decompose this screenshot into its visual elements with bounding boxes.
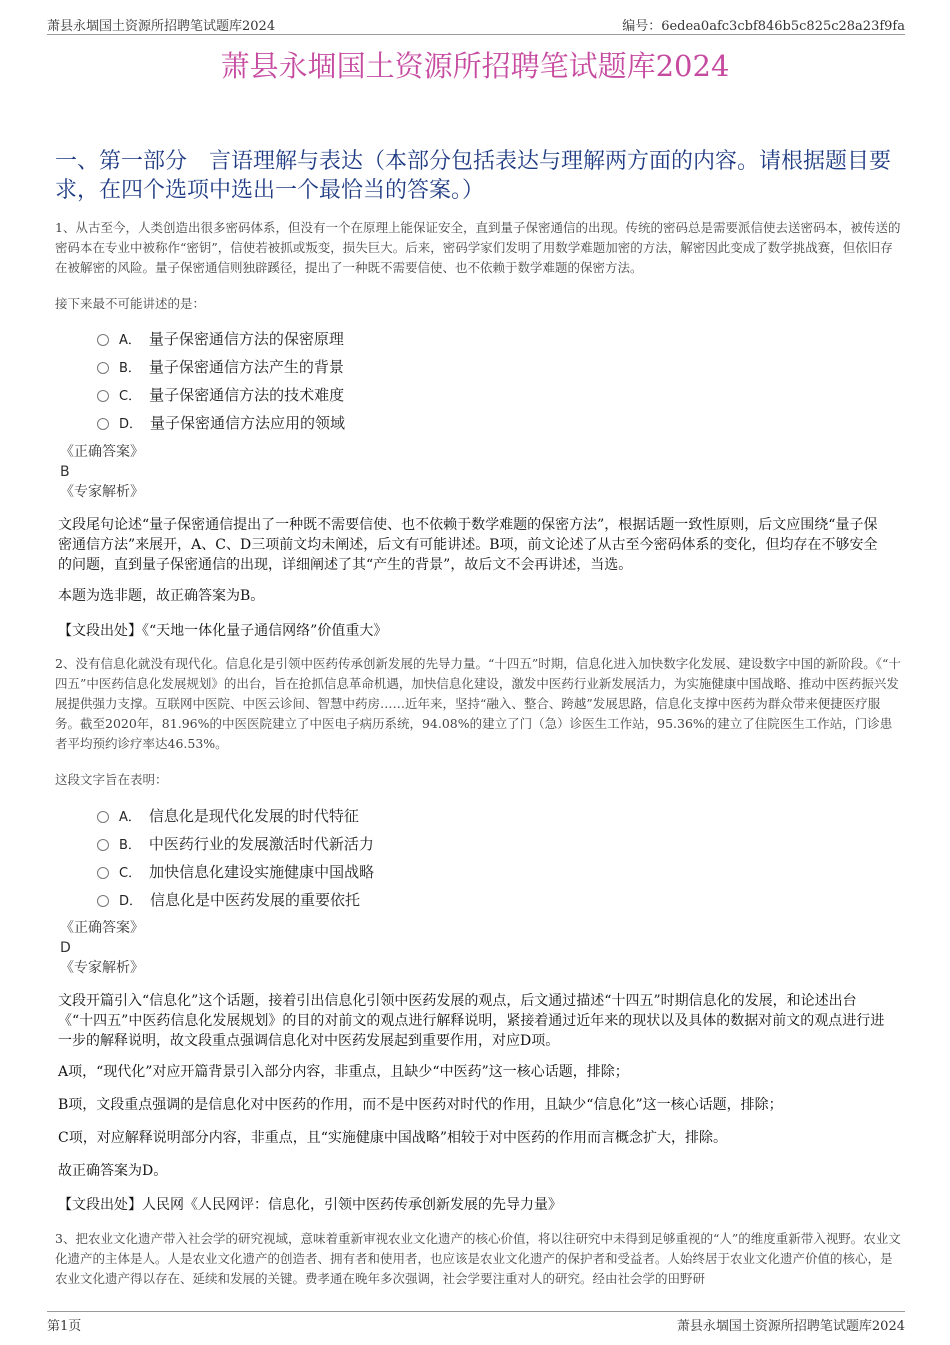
page-title: 萧县永堌国土资源所招聘笔试题库2024 [220, 49, 730, 83]
answer-value: D [60, 940, 71, 956]
question-1-prompt: 接下来最不可能讲述的是： [55, 296, 206, 311]
question-1-answer-block [60, 442, 144, 502]
question-2-options [97, 801, 374, 913]
question-1-option-d[interactable] [97, 408, 345, 436]
question-2-option-b[interactable] [97, 829, 374, 857]
option-letter: A． [119, 809, 141, 825]
radio-icon[interactable] [97, 811, 109, 823]
option-text: 中医药行业的发展激活时代新活力 [148, 834, 374, 853]
option-letter: B． [119, 360, 141, 376]
radio-icon[interactable] [97, 895, 109, 907]
question-2-option-a-note: A项，“现代化”对应开篇背景引入部分内容，非重点，且缺少“中医药”这一核心话题，排除； [58, 1064, 629, 1080]
answer-label: 《正确答案》 [60, 444, 144, 460]
question-2-stem: 2、没有信息化就没有现代化。信息化是引领中医药传承创新发展的先导力量。“十四五”时期，信息化进入加快数字化发展、建设数字中国的新阶段。《“十四五”中医药信息化发展规划》的出台，旨在抢抓信息革命机遇，加快信息化建设，激发中医药行业新发展活力，为实施健康中国战略、推动中医药振兴发展提供强力支撑。互联网中医院、中医云诊间、智慧中药房……近年来，坚持“融入、整合、跨越”发展思路，信息化支撑中医药为群众带来便捷医疗服务。截至2020年，81.96%的中医医院建立了中医电子病历系统，94.08%的建立了门（急）诊医生工作站，95.36%的建立了住院医生工作站，门诊患者平均预约诊疗率达46.53%。 [55, 656, 901, 751]
question-1-source: 【文段出处】《“天地一体化量子通信网络”价值重大》 [58, 623, 388, 639]
question-1-stem: 1、从古至今，人类创造出很多密码体系，但没有一个在原理上能保证安全，直到量子保密通信的出现。传统的密码总是需要派信使去送密码本，被传送的密码本在专业中被称作“密钥”，信使若被抓或叛变，损失巨大。后来，密码学家们发明了用数学难题加密的方法，解密因此变成了数学挑战赛，但依旧存在被解密的风险。量子保密通信则独辟蹊径，提出了一种既不需要信使、也不依赖于数学难题的保密方法。 [55, 220, 901, 275]
option-letter: C． [119, 865, 142, 881]
option-letter: C． [119, 388, 142, 404]
radio-icon[interactable] [97, 418, 109, 430]
header-doc-title: 萧县永堌国土资源所招聘笔试题库2024 [47, 19, 276, 34]
analysis-label: 《专家解析》 [60, 484, 144, 500]
question-2-conclusion: 故正确答案为D。 [58, 1163, 168, 1179]
page-footer [47, 1311, 905, 1334]
question-3-stem: 3、把农业文化遗产带入社会学的研究视域，意味着重新审视农业文化遗产的核心价值，将以往研究中未得到足够重视的“人”的维度重新带入视野。农业文化遗产的主体是人。人是农业文化遗产的创造者、拥有者和使用者，也应该是农业文化遗产的保护者和受益者。人始终居于农业文化遗产价值的核心，是农业文化遗产得以存在、延续和发展的关键。费孝通在晚年多次强调，社会学要注重对人的研究。经由社会学的田野研 [55, 1231, 901, 1286]
radio-icon[interactable] [97, 390, 109, 402]
option-text: 量子保密通信方法的技术难度 [149, 385, 345, 404]
question-1-options [97, 324, 345, 436]
option-text: 信息化是现代化发展的时代特征 [148, 806, 359, 825]
question-1-option-b[interactable] [97, 352, 345, 380]
option-text: 信息化是中医药发展的重要依托 [150, 890, 361, 909]
option-letter: B． [119, 837, 141, 853]
radio-icon[interactable] [97, 362, 109, 374]
question-2-source: 【文段出处】人民网《人民网评：信息化，引领中医药传承创新发展的先导力量》 [58, 1197, 562, 1213]
question-2-answer-block [60, 918, 144, 978]
question-2-option-c[interactable] [97, 857, 374, 885]
option-letter: D． [119, 893, 143, 909]
question-2-option-c-note: C项，对应解释说明部分内容，非重点，且“实施健康中国战略”相较于对中医药的作用而言概念扩大，排除。 [58, 1130, 728, 1146]
question-1-option-a[interactable] [97, 324, 345, 352]
question-2-option-a[interactable] [97, 801, 374, 829]
option-text: 量子保密通信方法产生的背景 [148, 357, 344, 376]
analysis-label: 《专家解析》 [60, 960, 144, 976]
question-1-analysis: 文段尾句论述“量子保密通信提出了一种既不需要信使、也不依赖于数学难题的保密方法”，根据话题一致性原则，后文应围绕“量子保密通信方法”来展开，A、C、D三项前文均未阐述，后文有可能讲述。B项，前文论述了从古至今密码体系的变化，但均存在不够安全的问题，直到量子保密通信的出现，详细阐述了其“产生的背景”，故后文不会再讲述，当选。 [58, 517, 878, 573]
option-text: 加快信息化建设实施健康中国战略 [149, 862, 375, 881]
page-header [47, 14, 905, 35]
footer-doc-title: 萧县永堌国土资源所招聘笔试题库2024 [676, 1319, 905, 1334]
answer-label: 《正确答案》 [60, 920, 144, 936]
radio-icon[interactable] [97, 839, 109, 851]
option-text: 量子保密通信方法的保密原理 [148, 329, 344, 348]
question-2-option-b-note: B项，文段重点强调的是信息化对中医药的作用，而不是中医药对时代的作用，且缺少“信息化”这一核心话题，排除； [58, 1097, 783, 1113]
option-letter: A． [119, 332, 141, 348]
question-2-analysis: 文段开篇引入“信息化”这个话题，接着引出信息化引领中医药发展的观点，后文通过描述“十四五”时期信息化的发展，和论述出台《“十四五”中医药信息化发展规划》的目的对前文的观点进行解释说明，紧接着通过近年来的现状以及具体的数据对前文的观点进行进一步的解释说明，故文段重点强调信息化对中医药发展起到重要作用，对应D项。 [58, 993, 885, 1049]
option-text: 量子保密通信方法应用的领域 [150, 413, 346, 432]
question-1-conclusion: 本题为选非题，故正确答案为B。 [58, 588, 265, 604]
question-1-option-c[interactable] [97, 380, 345, 408]
question-2-option-d[interactable] [97, 885, 374, 913]
page-number: 第1页 [47, 1319, 82, 1334]
section-heading: 一、第一部分 言语理解与表达（本部分包括表达与理解两方面的内容。请根据题目要求，在四个选项中选出一个最恰当的答案。） [55, 149, 892, 203]
question-2-prompt: 这段文字旨在表明： [55, 772, 168, 787]
header-doc-id: 编号：6edea0afc3cbf846b5c825c28a23f9fa [622, 19, 905, 34]
answer-value: B [60, 464, 70, 480]
option-letter: D． [119, 416, 143, 432]
radio-icon[interactable] [97, 334, 109, 346]
radio-icon[interactable] [97, 867, 109, 879]
